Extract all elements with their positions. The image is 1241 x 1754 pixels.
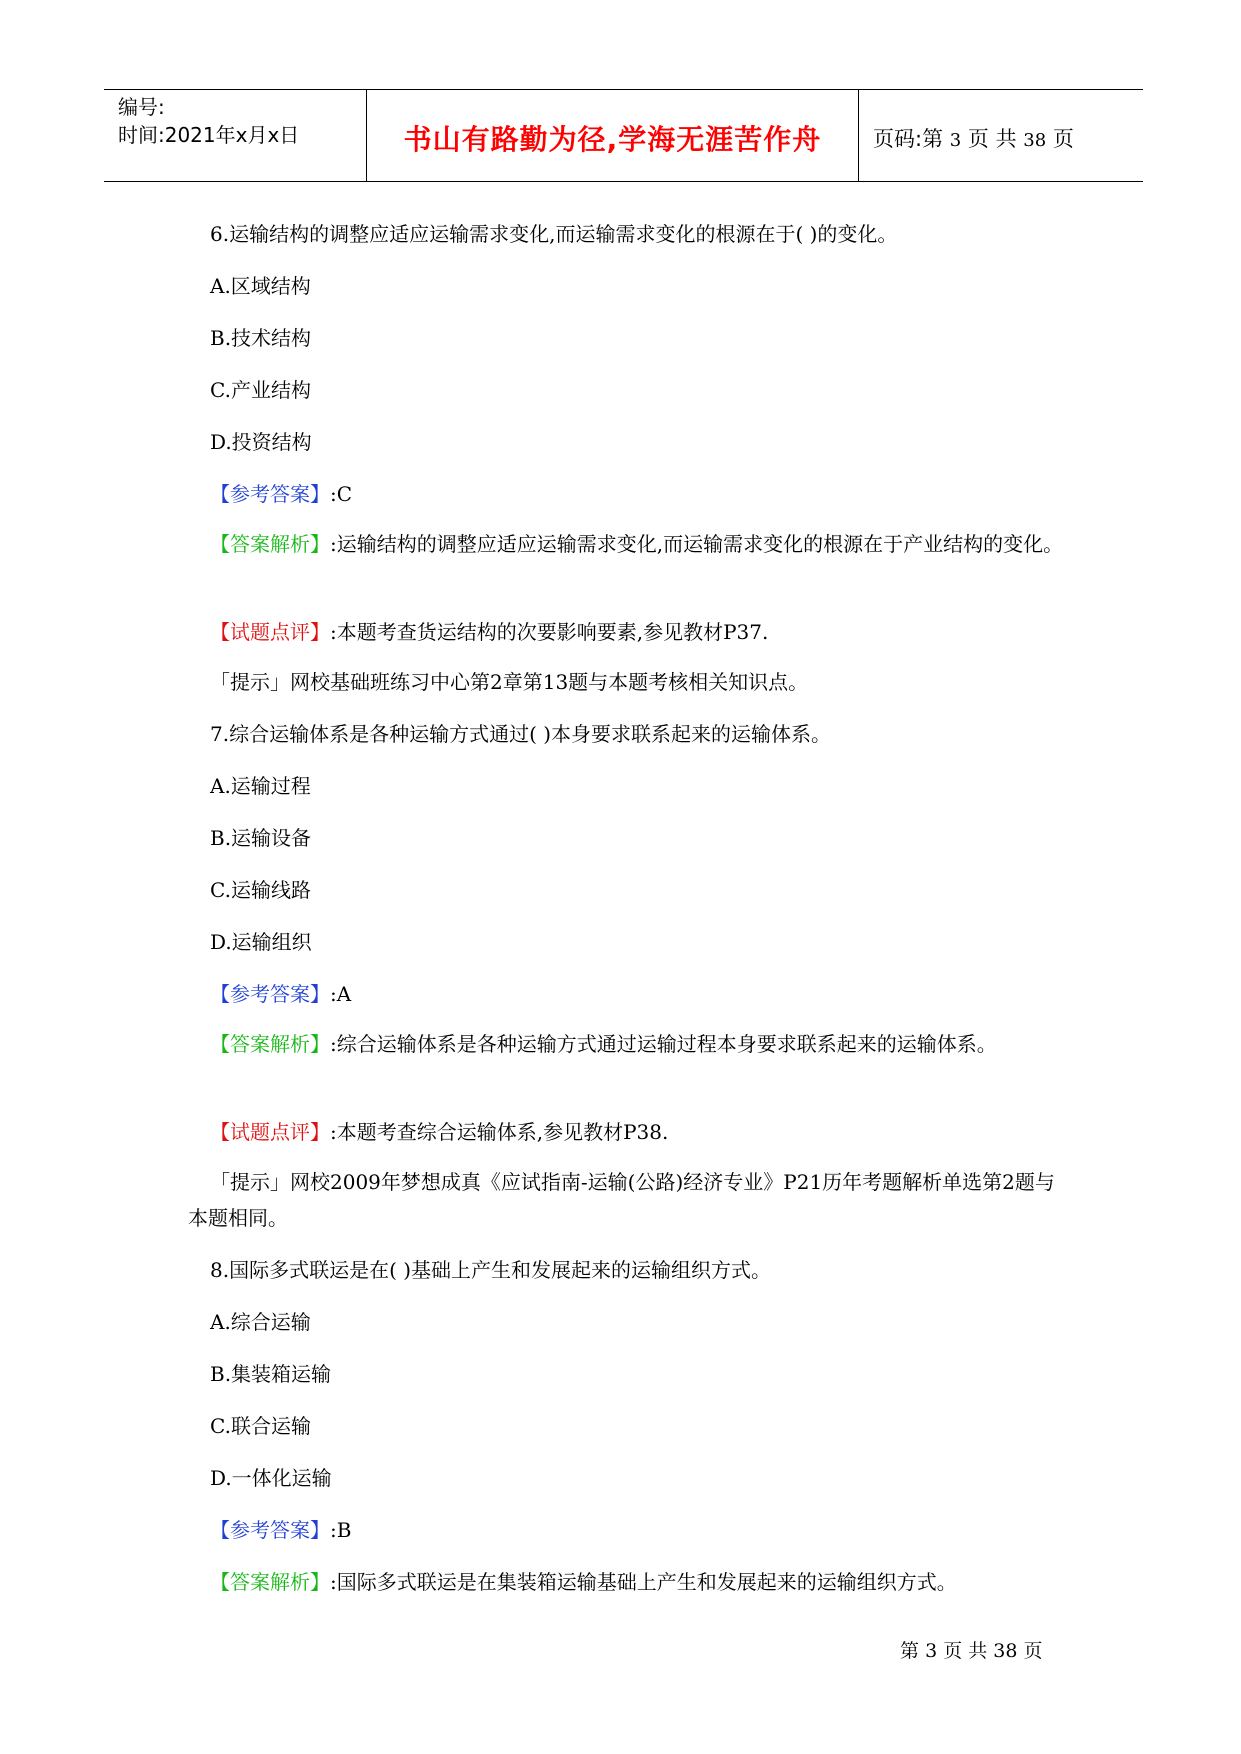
footer-mid: 页 共 [943,1640,988,1662]
option-c: C.产业结构 [210,378,311,402]
answer-value: :A [330,982,352,1006]
answer-value: :B [330,1518,352,1542]
reference-answer [210,1512,351,1548]
review-text: :本题考查综合运输体系,参见教材P38. [330,1120,669,1144]
footer-suffix: 页 [1023,1640,1043,1662]
analysis-tag: 【答案解析】 [210,532,330,556]
question-review [210,614,768,650]
reference-answer [210,476,352,512]
header-page-indicator [873,123,1074,153]
page-suffix: 页 [1052,127,1074,151]
option-b: B.运输设备 [210,826,312,850]
page-footer [900,1636,1043,1663]
question-stem: 6.运输结构的调整应适应运输需求变化,而运输需求变化的根源在于( )的变化。 [210,222,898,246]
header-page-cell [859,90,1143,181]
question-stem: 7.综合运输体系是各种运输方式通过( )本身要求联系起来的运输体系。 [210,722,832,746]
review-tag: 【试题点评】 [210,620,330,644]
answer-value: :C [330,482,353,506]
analysis-tag: 【答案解析】 [210,1570,330,1594]
analysis-tag: 【答案解析】 [210,1032,330,1056]
page-mid: 页 共 [967,127,1017,151]
option-a: A.运输过程 [210,774,311,798]
document-number-label: 编号: [118,95,165,119]
option-d: D.投资结构 [210,430,312,454]
header-motto-cell [367,90,859,181]
analysis-text: :运输结构的调整应适应运输需求变化,而运输需求变化的根源在于产业结构的变化。 [330,532,1064,556]
reference-answer [210,976,351,1012]
option-b: B.集装箱运输 [210,1362,332,1386]
question-tip: 「提示」网校2009年梦想成真《应试指南-运输(公路)经济专业》P21历年考题解析单选第2题与本题相同。 [188,1170,1055,1230]
option-d: D.一体化运输 [210,1466,332,1490]
option-c: C.运输线路 [210,878,311,902]
option-b: B.技术结构 [210,326,312,350]
answer-tag: 【参考答案】 [210,482,330,506]
analysis-text: :综合运输体系是各种运输方式通过运输过程本身要求联系起来的运输体系。 [330,1032,997,1056]
motto-text: 书山有路勤为径,学海无涯苦作舟 [403,123,822,156]
question-tip: 「提示」网校基础班练习中心第2章第13题与本题考核相关知识点。 [210,670,809,694]
option-a: A.区域结构 [210,274,311,298]
option-c: C.联合运输 [210,1414,311,1438]
footer-prefix: 第 [900,1640,920,1662]
question-stem: 8.国际多式联运是在( )基础上产生和发展起来的运输组织方式。 [210,1258,772,1282]
answer-analysis [188,1026,1068,1062]
page-prefix: 页码:第 [873,127,944,151]
footer-total: 38 [993,1640,1018,1662]
analysis-text: :国际多式联运是在集装箱运输基础上产生和发展起来的运输组织方式。 [330,1570,957,1594]
page-current: 3 [949,130,962,151]
answer-analysis [210,1564,957,1600]
document-time-label: 时间:2021年x月x日 [118,123,300,147]
page-header [104,89,1143,182]
answer-tag: 【参考答案】 [210,1518,330,1542]
question-review [210,1114,668,1150]
footer-current: 3 [925,1640,938,1662]
review-tag: 【试题点评】 [210,1120,330,1144]
option-d: D.运输组织 [210,930,312,954]
answer-tag: 【参考答案】 [210,982,330,1006]
review-text: :本题考查货运结构的次要影响要素,参见教材P37. [330,620,769,644]
page-total: 38 [1023,130,1047,151]
option-a: A.综合运输 [210,1310,311,1334]
header-meta-cell [104,90,367,181]
answer-analysis [188,526,1068,562]
